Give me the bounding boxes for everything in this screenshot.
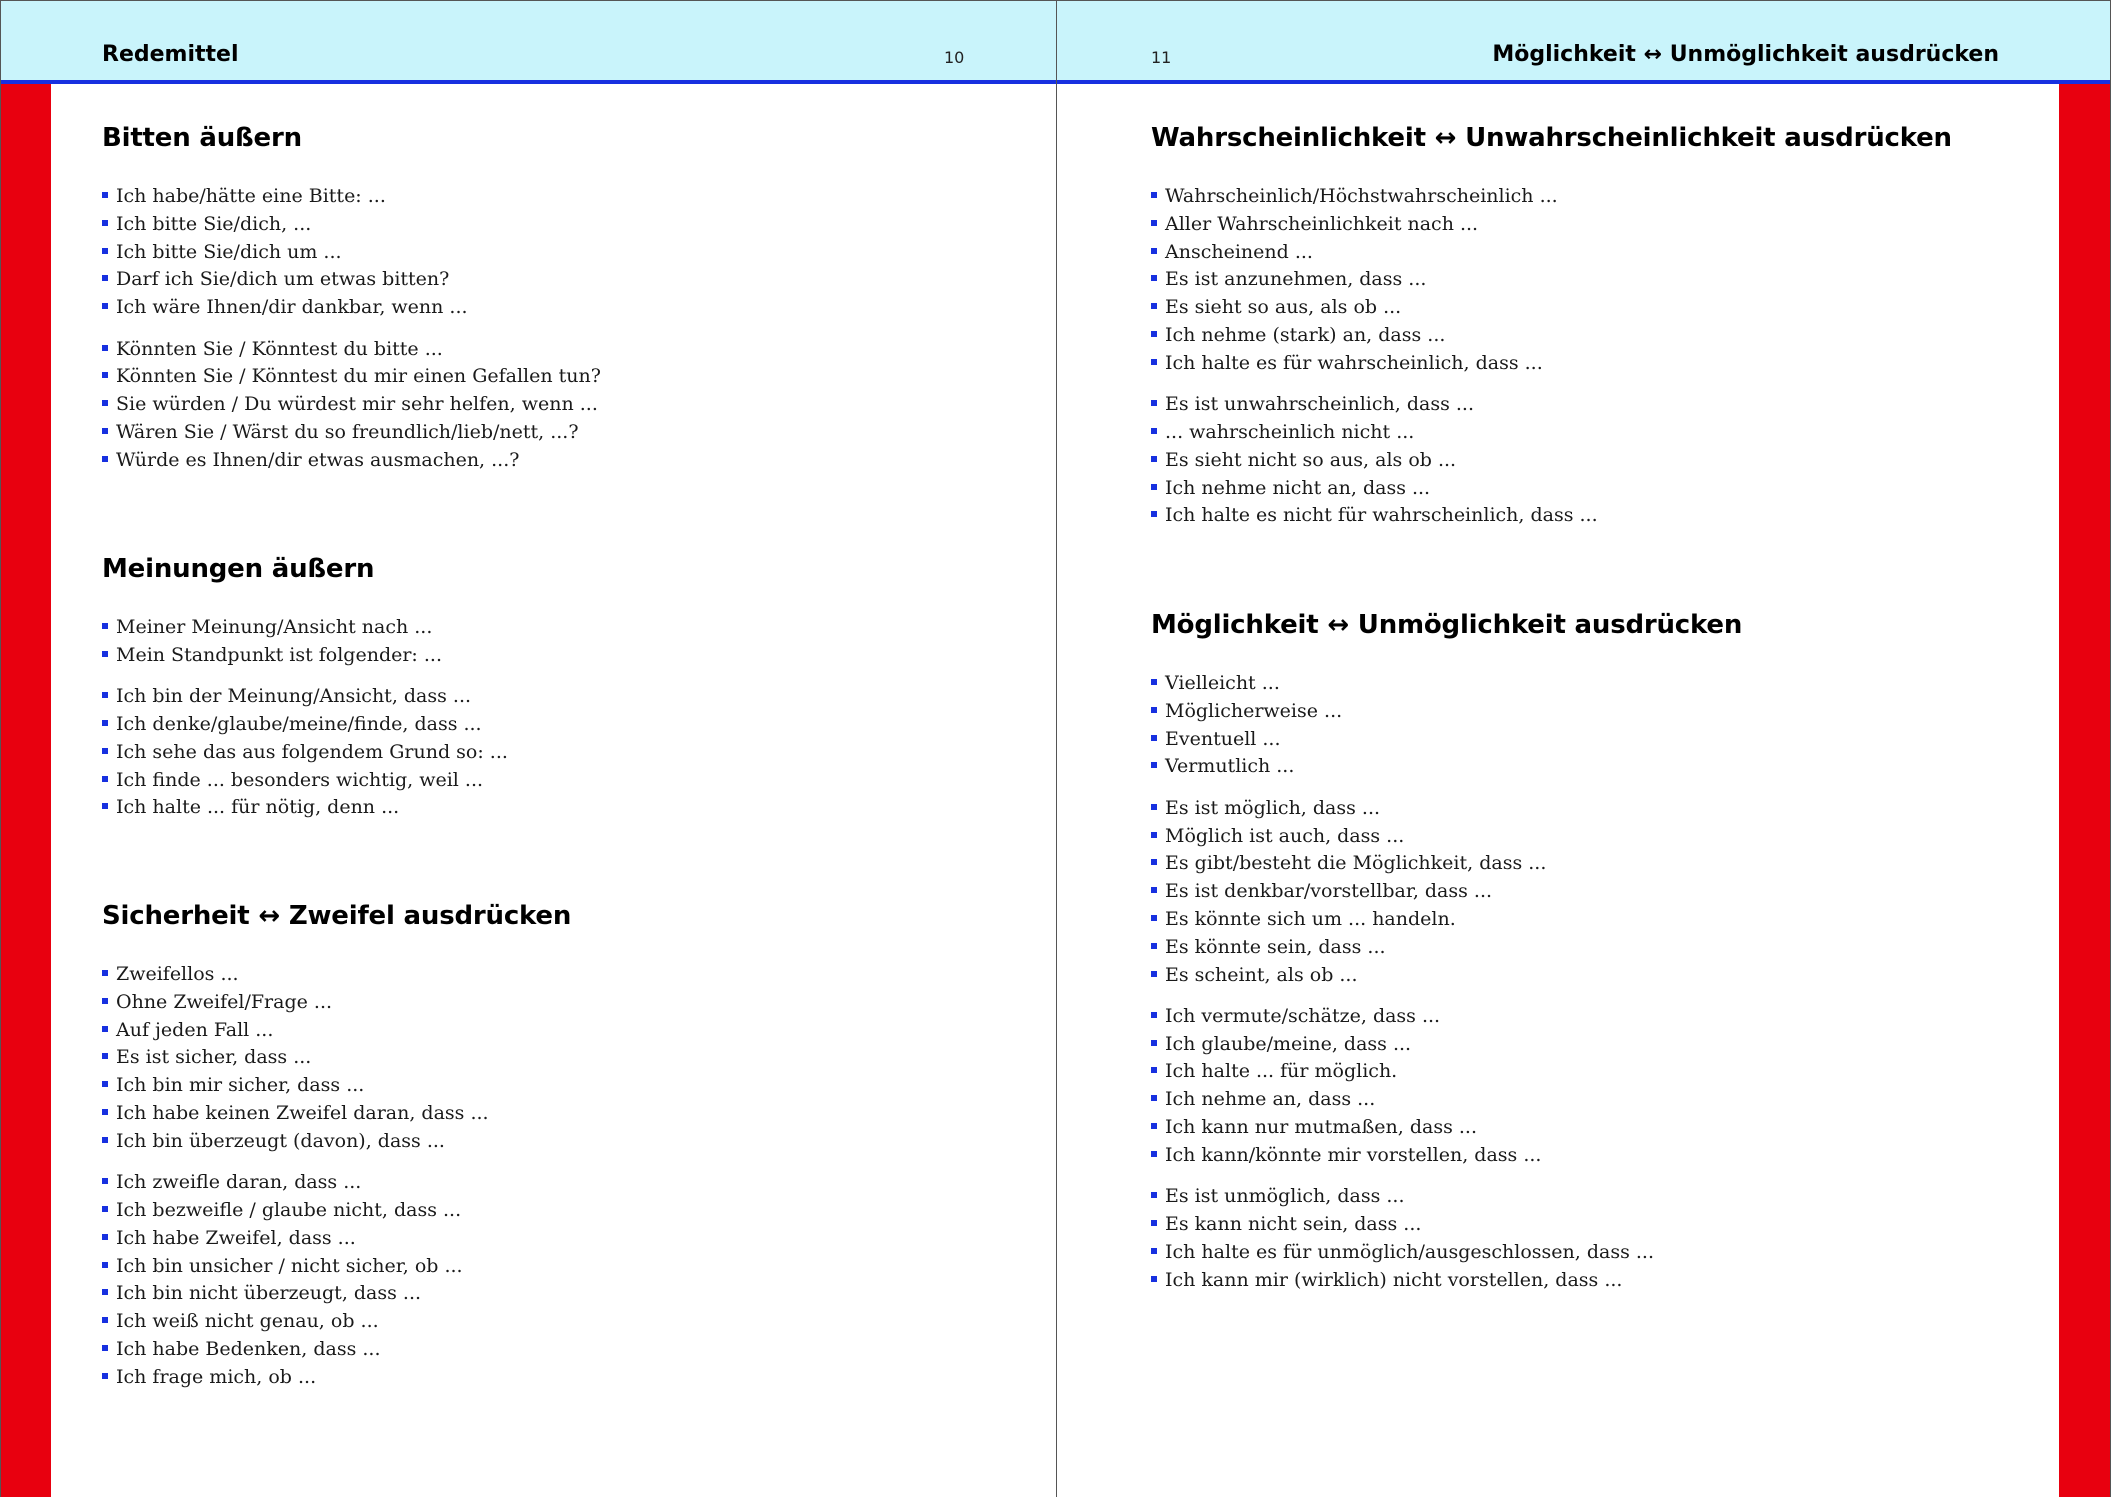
- square-bullet-icon: [102, 275, 108, 281]
- square-bullet-icon: [102, 1262, 108, 1268]
- phrase-item: [1151, 963, 1358, 987]
- phrase-item: [102, 962, 239, 986]
- phrase-text: Ich nehme (stark) an, dass ...: [1165, 324, 1446, 346]
- phrase-item: [102, 795, 399, 819]
- square-bullet-icon: [102, 303, 108, 309]
- phrase-text: Ich nehme an, dass ...: [1165, 1088, 1376, 1111]
- square-bullet-icon: [1151, 804, 1157, 810]
- phrase-text: Wären Sie / Wärst du so freundlich/lieb/nett, ...?: [116, 420, 579, 443]
- square-bullet-icon: [102, 1178, 108, 1184]
- double-arrow-icon: ↔: [258, 901, 280, 931]
- phrase-text: Es scheint, als ob ...: [1165, 963, 1358, 986]
- square-bullet-icon: [1151, 359, 1157, 365]
- phrase-item: [102, 1101, 489, 1125]
- phrase-text: Ich bin unsicher / nicht sicher, ob ...: [116, 1254, 463, 1277]
- square-bullet-icon: [102, 1317, 108, 1323]
- phrase-item: [102, 1198, 461, 1222]
- phrase-item: [1151, 1115, 1477, 1139]
- phrase-item: [1151, 671, 1280, 695]
- phrase-text: Vermutlich ...: [1165, 755, 1295, 778]
- square-bullet-icon: [1151, 428, 1157, 434]
- phrase-item: [1151, 699, 1342, 723]
- square-bullet-icon: [102, 1081, 108, 1087]
- heading-part: Zweifel ausdrücken: [288, 901, 572, 931]
- square-bullet-icon: [1151, 1248, 1157, 1254]
- right-page-header: [1057, 0, 2110, 84]
- square-bullet-icon: [1151, 832, 1157, 838]
- red-margin-bar: [1, 84, 51, 1497]
- heading-part: Möglichkeit: [1151, 610, 1319, 640]
- square-bullet-icon: [102, 1234, 108, 1240]
- double-arrow-icon: ↔: [1327, 610, 1349, 640]
- phrase-text: Ich nehme nicht an, dass ...: [1165, 476, 1431, 499]
- phrase-item: [1151, 1240, 1654, 1264]
- phrase-text: Es ist unmöglich, dass ...: [1165, 1185, 1405, 1208]
- square-bullet-icon: [1151, 1192, 1157, 1198]
- phrase-item: [1151, 420, 1414, 444]
- phrase-item: [102, 1281, 421, 1305]
- phrase-text: Ich habe Bedenken, dass ...: [116, 1337, 381, 1360]
- phrase-item: [102, 240, 342, 264]
- phrase-item: [102, 768, 483, 792]
- phrase-item: [1151, 323, 1445, 347]
- phrase-item: [102, 1254, 463, 1278]
- phrase-text: Ich habe keinen Zweifel daran, dass ...: [116, 1102, 489, 1124]
- phrase-item: [1151, 184, 1558, 208]
- square-bullet-icon: [102, 748, 108, 754]
- heading-part: Unwahrscheinlichkeit ausdrücken: [1465, 123, 1952, 153]
- phrase-item: [102, 684, 471, 708]
- square-bullet-icon: [1151, 484, 1157, 490]
- phrase-text: Ich bezweifle / glaube nicht, dass ...: [116, 1198, 462, 1221]
- phrase-text: Es gibt/besteht die Möglichkeit, dass ...: [1165, 852, 1547, 875]
- phrase-text: Sie würden / Du würdest mir sehr helfen, wenn ...: [116, 393, 598, 416]
- phrase-item: [102, 1018, 273, 1042]
- phrase-text: Ich bin mir sicher, dass ...: [116, 1074, 365, 1097]
- square-bullet-icon: [102, 1289, 108, 1295]
- phrase-text: Ich glaube/meine, dass ...: [1165, 1032, 1412, 1055]
- square-bullet-icon: [1151, 1151, 1157, 1157]
- phrase-text: Möglicherweise ...: [1165, 699, 1343, 722]
- square-bullet-icon: [1151, 1067, 1157, 1073]
- phrase-item: [1151, 754, 1294, 778]
- phrase-item: [1151, 1032, 1411, 1056]
- phrase-item: [1151, 1184, 1405, 1208]
- phrase-text: Es sieht so aus, als ob ...: [1165, 296, 1402, 319]
- section-heading: Meinungen äußern: [102, 554, 375, 584]
- phrase-text: Es kann nicht sein, dass ...: [1165, 1212, 1422, 1235]
- phrase-item: [1151, 212, 1478, 236]
- phrase-text: Ich halte es für wahrscheinlich, dass ...: [1165, 351, 1543, 374]
- phrase-text: Ich vermute/schätze, dass ...: [1165, 1004, 1441, 1027]
- phrase-text: Ich halte es für unmöglich/ausgeschlossen, dass ...: [1165, 1240, 1655, 1263]
- square-bullet-icon: [102, 428, 108, 434]
- square-bullet-icon: [102, 1206, 108, 1212]
- phrase-text: Könnten Sie / Könntest du bitte ...: [116, 337, 443, 360]
- phrase-text: Ich sehe das aus folgendem Grund so: ...: [116, 740, 508, 763]
- section-heading: [1151, 123, 1952, 153]
- phrase-text: Ich bitte Sie/dich, ...: [116, 212, 312, 235]
- phrase-item: [1151, 503, 1598, 527]
- phrase-text: Ohne Zweifel/Frage ...: [116, 990, 333, 1013]
- phrase-text: Darf ich Sie/dich um etwas bitten?: [116, 268, 450, 291]
- square-bullet-icon: [1151, 248, 1157, 254]
- phrase-text: Ich finde ... besonders wichtig, weil ...: [116, 768, 484, 791]
- phrase-item: [102, 267, 449, 291]
- phrase-item: [1151, 879, 1492, 903]
- square-bullet-icon: [1151, 1123, 1157, 1129]
- running-head-part: Möglichkeit: [1492, 42, 1636, 67]
- phrase-text: Vielleicht ...: [1165, 672, 1280, 694]
- square-bullet-icon: [102, 220, 108, 226]
- square-bullet-icon: [102, 400, 108, 406]
- phrase-item: [1151, 448, 1456, 472]
- square-bullet-icon: [1151, 331, 1157, 337]
- phrase-item: [102, 1073, 364, 1097]
- phrase-item: [102, 1309, 379, 1333]
- phrase-text: Ich halte ... für möglich.: [1165, 1060, 1398, 1083]
- phrase-text: Ich bitte Sie/dich um ...: [116, 240, 342, 263]
- heading-part: Sicherheit: [102, 901, 250, 931]
- square-bullet-icon: [102, 345, 108, 351]
- square-bullet-icon: [102, 1053, 108, 1059]
- phrase-text: Es ist denkbar/vorstellbar, dass ...: [1165, 880, 1493, 903]
- square-bullet-icon: [102, 720, 108, 726]
- square-bullet-icon: [102, 692, 108, 698]
- phrase-item: [102, 1045, 311, 1069]
- phrase-item: [102, 184, 386, 208]
- phrase-item: [1151, 240, 1313, 264]
- square-bullet-icon: [1151, 762, 1157, 768]
- running-head-part: Unmöglichkeit ausdrücken: [1669, 42, 1999, 67]
- phrase-item: [1151, 476, 1430, 500]
- section-heading: [102, 901, 571, 931]
- double-arrow-icon: ↔: [1434, 123, 1457, 153]
- phrase-text: Möglich ist auch, dass ...: [1165, 824, 1405, 847]
- phrase-item: [1151, 1059, 1397, 1083]
- phrase-item: [102, 712, 482, 736]
- square-bullet-icon: [1151, 735, 1157, 741]
- square-bullet-icon: [1151, 943, 1157, 949]
- phrase-text: Es sieht nicht so aus, als ob ...: [1165, 448, 1457, 471]
- phrase-text: Ich kann/könnte mir vorstellen, dass ...: [1165, 1143, 1542, 1166]
- square-bullet-icon: [1151, 1220, 1157, 1226]
- phrase-item: [1151, 295, 1401, 319]
- phrase-text: Aller Wahrscheinlichkeit nach ...: [1165, 212, 1479, 235]
- right-page: [1056, 0, 2111, 1497]
- phrase-text: Mein Standpunkt ist folgender: ...: [116, 643, 442, 666]
- phrase-item: [102, 1170, 361, 1194]
- phrase-item: [1151, 796, 1380, 820]
- phrase-item: [102, 1129, 445, 1153]
- square-bullet-icon: [102, 1373, 108, 1379]
- square-bullet-icon: [1151, 1012, 1157, 1018]
- phrase-item: [1151, 851, 1546, 875]
- phrase-item: [102, 420, 579, 444]
- phrase-text: Ich kann nur mutmaßen, dass ...: [1165, 1116, 1478, 1138]
- page-number: 10: [944, 48, 965, 67]
- phrase-item: [1151, 351, 1543, 375]
- phrase-item: [102, 990, 332, 1014]
- square-bullet-icon: [102, 651, 108, 657]
- heading-part: Wahrscheinlichkeit: [1151, 123, 1426, 153]
- phrase-text: Ich bin nicht überzeugt, dass ...: [116, 1282, 422, 1305]
- square-bullet-icon: [102, 776, 108, 782]
- square-bullet-icon: [1151, 679, 1157, 685]
- phrase-item: [102, 615, 432, 639]
- phrase-text: Es ist sicher, dass ...: [116, 1046, 312, 1069]
- phrase-text: Ich frage mich, ob ...: [116, 1365, 317, 1388]
- heading-part: Unmöglichkeit ausdrücken: [1357, 610, 1743, 640]
- phrase-text: Ich denke/glaube/meine/finde, dass ...: [116, 712, 482, 735]
- phrase-item: [1151, 824, 1404, 848]
- phrase-text: Eventuell ...: [1165, 727, 1281, 750]
- phrase-item: [1151, 267, 1426, 291]
- phrase-text: Es könnte sein, dass ...: [1165, 935, 1386, 958]
- left-page-header: [1, 0, 1056, 84]
- square-bullet-icon: [102, 248, 108, 254]
- square-bullet-icon: [1151, 1095, 1157, 1101]
- phrase-item: [1151, 907, 1456, 931]
- phrase-text: Ich habe Zweifel, dass ...: [116, 1226, 356, 1249]
- phrase-text: Zweifellos ...: [116, 963, 239, 985]
- square-bullet-icon: [1151, 511, 1157, 517]
- phrase-text: Ich kann mir (wirklich) nicht vorstellen, dass ...: [1165, 1268, 1623, 1291]
- phrase-item: [1151, 1143, 1541, 1167]
- phrase-text: Auf jeden Fall ...: [116, 1018, 274, 1041]
- square-bullet-icon: [1151, 707, 1157, 713]
- phrase-item: [1151, 935, 1386, 959]
- phrase-item: [102, 643, 442, 667]
- square-bullet-icon: [1151, 1276, 1157, 1282]
- phrase-item: [102, 392, 598, 416]
- section-heading: [1151, 610, 1742, 640]
- phrase-text: Meiner Meinung/Ansicht nach ...: [116, 616, 433, 638]
- phrase-text: Es könnte sich um ... handeln.: [1165, 907, 1456, 930]
- phrase-item: [1151, 1268, 1622, 1292]
- phrase-item: [102, 337, 443, 361]
- phrase-text: Ich zweifle daran, dass ...: [116, 1171, 362, 1194]
- phrase-item: [1151, 1212, 1421, 1236]
- square-bullet-icon: [102, 1345, 108, 1351]
- phrase-item: [102, 740, 508, 764]
- square-bullet-icon: [1151, 1040, 1157, 1046]
- section-heading: Bitten äußern: [102, 123, 302, 153]
- square-bullet-icon: [1151, 303, 1157, 309]
- square-bullet-icon: [1151, 400, 1157, 406]
- phrase-item: [102, 1226, 356, 1250]
- square-bullet-icon: [1151, 192, 1157, 198]
- page-number: 11: [1151, 48, 1172, 67]
- phrase-text: Würde es Ihnen/dir etwas ausmachen, ...?: [116, 448, 520, 471]
- phrase-text: Ich halte ... für nötig, denn ...: [116, 796, 400, 819]
- square-bullet-icon: [1151, 456, 1157, 462]
- phrase-text: Ich bin der Meinung/Ansicht, dass ...: [116, 685, 472, 708]
- square-bullet-icon: [102, 1109, 108, 1115]
- square-bullet-icon: [102, 1026, 108, 1032]
- running-head: [1492, 42, 1999, 67]
- phrase-text: Es ist unwahrscheinlich, dass ...: [1165, 393, 1474, 416]
- phrase-item: [1151, 1087, 1375, 1111]
- square-bullet-icon: [102, 970, 108, 976]
- phrase-text: Ich bin überzeugt (davon), dass ...: [116, 1129, 445, 1152]
- red-margin-bar: [2059, 84, 2110, 1497]
- phrase-text: Anscheinend ...: [1165, 240, 1313, 263]
- phrase-item: [102, 295, 468, 319]
- square-bullet-icon: [1151, 971, 1157, 977]
- phrase-text: Wahrscheinlich/Höchstwahrscheinlich ...: [1165, 185, 1558, 207]
- phrase-text: ... wahrscheinlich nicht ...: [1165, 420, 1415, 443]
- phrase-text: Ich wäre Ihnen/dir dankbar, wenn ...: [116, 296, 468, 319]
- phrase-item: [1151, 727, 1281, 751]
- square-bullet-icon: [102, 1137, 108, 1143]
- square-bullet-icon: [102, 372, 108, 378]
- phrase-text: Könnten Sie / Könntest du mir einen Gefallen tun?: [116, 365, 601, 388]
- square-bullet-icon: [1151, 887, 1157, 893]
- square-bullet-icon: [102, 192, 108, 198]
- phrase-text: Ich weiß nicht genau, ob ...: [116, 1310, 379, 1333]
- phrase-text: Es ist möglich, dass ...: [1165, 796, 1381, 819]
- square-bullet-icon: [1151, 220, 1157, 226]
- phrase-item: [102, 364, 601, 388]
- phrase-item: [102, 1365, 316, 1389]
- phrase-text: Ich halte es nicht für wahrscheinlich, dass ...: [1165, 504, 1598, 527]
- double-arrow-icon: ↔: [1643, 42, 1663, 67]
- phrase-item: [1151, 392, 1474, 416]
- square-bullet-icon: [1151, 915, 1157, 921]
- phrase-text: Ich habe/hätte eine Bitte: ...: [116, 185, 386, 207]
- square-bullet-icon: [1151, 275, 1157, 281]
- square-bullet-icon: [102, 998, 108, 1004]
- running-head: Redemittel: [102, 42, 239, 67]
- phrase-item: [102, 1337, 381, 1361]
- square-bullet-icon: [102, 623, 108, 629]
- phrase-item: [102, 448, 519, 472]
- square-bullet-icon: [1151, 859, 1157, 865]
- phrase-item: [102, 212, 311, 236]
- square-bullet-icon: [102, 456, 108, 462]
- phrase-text: Es ist anzunehmen, dass ...: [1165, 268, 1427, 291]
- phrase-item: [1151, 1004, 1440, 1028]
- square-bullet-icon: [102, 803, 108, 809]
